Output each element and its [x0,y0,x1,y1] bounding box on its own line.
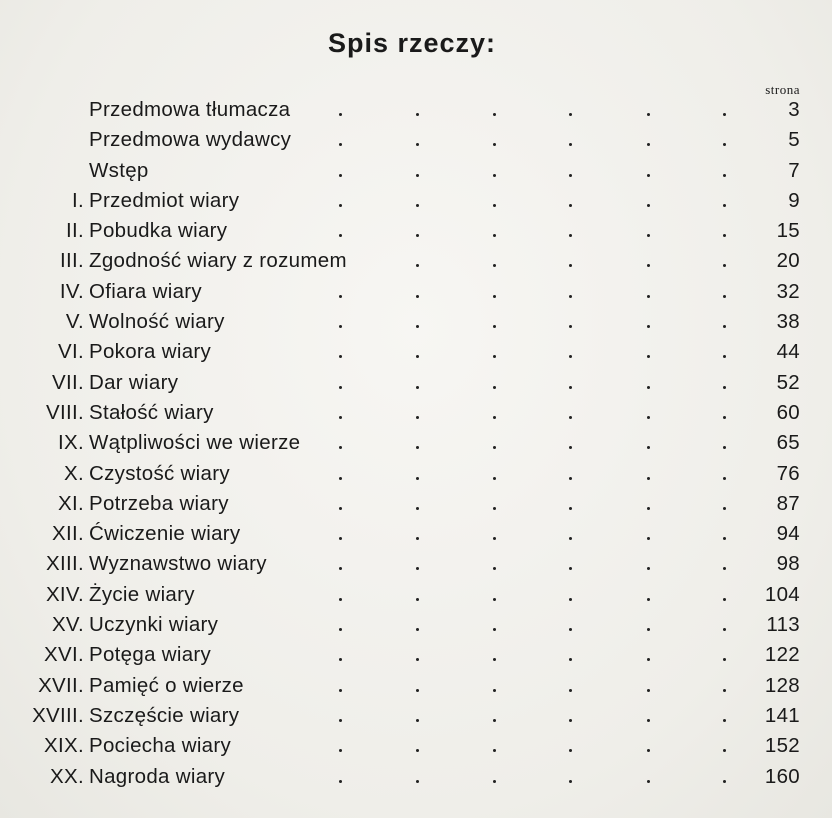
leader-dot [493,507,496,510]
chapter-number: VI. [58,340,84,364]
toc-entry [0,610,832,640]
leader-dot [569,143,572,146]
leader-dot [416,174,419,177]
leader-dot [569,386,572,389]
leader-dot [647,113,650,116]
leader-dot [416,689,419,692]
leader-dot [647,658,650,661]
leader-dot [647,598,650,601]
leader-dot [723,446,726,449]
leader-dot [723,325,726,328]
chapter-number: XVI. [44,643,84,667]
page-number: 65 [776,431,800,455]
leader-dot [416,477,419,480]
leader-dot [647,749,650,752]
leader-dot [339,355,342,358]
leader-dot [339,416,342,419]
chapter-title: Dar wiary [89,370,179,394]
leader-dot [416,537,419,540]
leader-dot [339,749,342,752]
leader-dot [569,204,572,207]
page-number: 87 [776,491,800,515]
leader-dot [493,416,496,419]
leader-dot [723,386,726,389]
leader-dot [339,567,342,570]
leader-dot [569,264,572,267]
leader-dot [416,628,419,631]
page-number: 104 [764,582,800,606]
page-number: 94 [776,522,800,546]
leader-dot [339,234,342,237]
leader-dot [493,204,496,207]
chapter-title: Przedmowa wydawcy [89,128,292,152]
chapter-number: XX. [50,764,84,788]
leader-dot [339,780,342,783]
leader-dot [339,113,342,116]
leader-dot [723,355,726,358]
page-number: 9 [788,188,800,212]
page-number: 152 [764,734,800,758]
leader-dot [339,143,342,146]
toc-entry [0,246,832,276]
toc-entry [0,519,832,549]
leader-dot [647,174,650,177]
page-number: 7 [788,158,800,182]
chapter-title: Szczęście wiary [89,703,240,727]
leader-dot [723,174,726,177]
leader-dot [569,355,572,358]
leader-dot [339,658,342,661]
leader-dot [339,174,342,177]
leader-dot [339,719,342,722]
leader-dot [339,325,342,328]
chapter-title: Przedmiot wiary [89,188,240,212]
leader-dot [339,537,342,540]
chapter-number: XVII. [38,673,84,697]
leader-dot [723,143,726,146]
leader-dot [493,264,496,267]
leader-dot [723,295,726,298]
chapter-title: Wolność wiary [89,310,225,334]
leader-dot [723,567,726,570]
leader-dot [723,628,726,631]
toc-entry [0,428,832,458]
leader-dot [493,143,496,146]
page-number: 113 [766,613,800,637]
chapter-title: Pobudka wiary [89,219,228,243]
leader-dot [647,234,650,237]
leader-dot [416,355,419,358]
leader-dot [723,689,726,692]
chapter-title: Wątpliwości we wierze [89,431,301,455]
chapter-number: XIII. [46,552,84,576]
chapter-number: XIV. [45,582,84,606]
leader-dot [416,113,419,116]
leader-dot [493,234,496,237]
page-number: 20 [776,249,800,273]
leader-dot [723,234,726,237]
chapter-title: Stałość wiary [89,400,214,424]
leader-dot [339,446,342,449]
leader-dot [647,537,650,540]
page-number: 3 [788,98,800,121]
toc-entry [0,368,832,398]
leader-dot [723,598,726,601]
chapter-title: Wstęp [89,158,149,182]
leader-dot [416,204,419,207]
leader-dot [569,234,572,237]
chapter-number: IV. [59,279,84,303]
leader-dot [569,416,572,419]
page-number: 122 [764,643,800,667]
leader-dot [416,264,419,267]
leader-dot [647,689,650,692]
leader-dot [647,264,650,267]
leader-dot [493,113,496,116]
leader-dot [647,295,650,298]
toc-entry [0,398,832,428]
leader-dot [493,537,496,540]
leader-dot [647,780,650,783]
toc-entry [0,580,832,610]
chapter-number: VII. [52,370,84,394]
chapter-number: I. [72,188,84,212]
leader-dot [647,507,650,510]
leader-dot [416,780,419,783]
leader-dot [493,719,496,722]
toc-entry [0,337,832,367]
chapter-title: Potrzeba wiary [89,491,229,515]
leader-dot [647,204,650,207]
page-number: 38 [776,310,800,334]
leader-dot [723,416,726,419]
leader-dot [647,446,650,449]
toc-entry [0,549,832,579]
leader-dot [416,143,419,146]
leader-dot [723,537,726,540]
leader-dot [493,628,496,631]
toc-entry [0,671,832,701]
leader-dot [569,658,572,661]
page-number: 141 [764,703,800,727]
leader-dot [339,598,342,601]
toc-entry [0,277,832,307]
chapter-title: Zgodność wiary z rozumem [89,249,347,273]
leader-dot [493,446,496,449]
page-number: 98 [776,552,800,576]
leader-dot [493,355,496,358]
leader-dot [416,446,419,449]
page-number: 60 [776,400,800,424]
chapter-title: Przedmowa tłumacza [89,98,291,121]
toc-entry [0,489,832,519]
leader-dot [569,295,572,298]
leader-dot [647,416,650,419]
leader-dot [569,325,572,328]
leader-dot [647,567,650,570]
leader-dot [493,567,496,570]
page-number: 32 [776,279,800,303]
page-number: 15 [776,219,800,243]
leader-dot [569,537,572,540]
leader-dot [339,507,342,510]
leader-dot [416,295,419,298]
toc-entry [0,762,832,792]
leader-dot [569,749,572,752]
leader-dot [493,295,496,298]
leader-dot [416,386,419,389]
page-column-header: strona [765,82,800,97]
leader-dot [493,174,496,177]
leader-dot [723,264,726,267]
leader-dot [569,507,572,510]
chapter-number: XI. [58,491,84,515]
page-number: 128 [764,673,800,697]
leader-dot [493,598,496,601]
leader-dot [416,234,419,237]
leader-dot [493,780,496,783]
chapter-number: IX. [58,431,84,455]
page-number: 44 [776,340,800,364]
leader-dot [647,719,650,722]
leader-dot [416,416,419,419]
leader-dot [493,658,496,661]
leader-dot [569,174,572,177]
leader-dot [723,204,726,207]
page-number: 5 [788,128,800,152]
leader-dot [416,507,419,510]
leader-dot [647,143,650,146]
leader-dot [647,386,650,389]
leader-dot [647,628,650,631]
leader-dot [723,658,726,661]
toc-entry [0,459,832,489]
leader-dot [569,113,572,116]
leader-dot [493,689,496,692]
leader-dot [416,749,419,752]
chapter-number: XV. [51,613,84,637]
chapter-number: V. [65,310,84,334]
chapter-number: XIX. [44,734,84,758]
chapter-number: XVIII. [32,703,84,727]
chapter-title: Ofiara wiary [89,279,202,303]
toc-entry [0,307,832,337]
leader-dot [647,325,650,328]
toc-entry [0,731,832,761]
leader-dot [723,113,726,116]
leader-dot [569,689,572,692]
leader-dot [569,780,572,783]
toc-entry [0,701,832,731]
leader-dot [569,598,572,601]
toc-entry [0,156,832,186]
toc-entry [0,640,832,670]
table-of-contents [0,95,832,792]
chapter-title: Czystość wiary [89,461,230,485]
chapter-title: Uczynki wiary [89,613,219,637]
leader-dot [569,628,572,631]
page-number: 76 [776,461,800,485]
chapter-number: X. [64,461,84,485]
toc-entry [0,186,832,216]
leader-dot [647,477,650,480]
leader-dot [416,567,419,570]
chapter-title: Pokora wiary [89,340,212,364]
leader-dot [493,749,496,752]
page-number: 52 [776,370,800,394]
chapter-title: Życie wiary [89,582,195,606]
chapter-title: Wyznawstwo wiary [89,552,267,576]
page-title: Spis rzeczy: [327,28,497,58]
toc-entry [0,125,832,155]
leader-dot [416,658,419,661]
chapter-number: II. [66,219,84,243]
leader-dot [723,507,726,510]
leader-dot [416,598,419,601]
chapter-title: Ćwiczenie wiary [89,522,241,546]
leader-dot [569,446,572,449]
toc-entry [0,95,832,125]
chapter-title: Pamięć o wierze [89,673,244,697]
toc-entry [0,216,832,246]
chapter-title: Nagroda wiary [89,764,226,788]
leader-dot [339,204,342,207]
leader-dot [416,325,419,328]
leader-dot [493,477,496,480]
chapter-title: Pociecha wiary [89,734,232,758]
leader-dot [569,567,572,570]
chapter-number: XII. [52,522,84,546]
leader-dot [339,689,342,692]
leader-dot [493,386,496,389]
leader-dot [723,749,726,752]
leader-dot [416,719,419,722]
leader-dot [569,719,572,722]
leader-dot [339,386,342,389]
leader-dot [493,325,496,328]
chapter-number: III. [60,249,84,273]
leader-dot [339,628,342,631]
leader-dot [723,780,726,783]
page-number: 160 [764,764,800,788]
leader-dot [569,477,572,480]
leader-dot [723,719,726,722]
chapter-title: Potęga wiary [89,643,212,667]
leader-dot [647,355,650,358]
leader-dot [723,477,726,480]
chapter-number: VIII. [46,400,84,424]
leader-dot [339,477,342,480]
leader-dot [339,295,342,298]
